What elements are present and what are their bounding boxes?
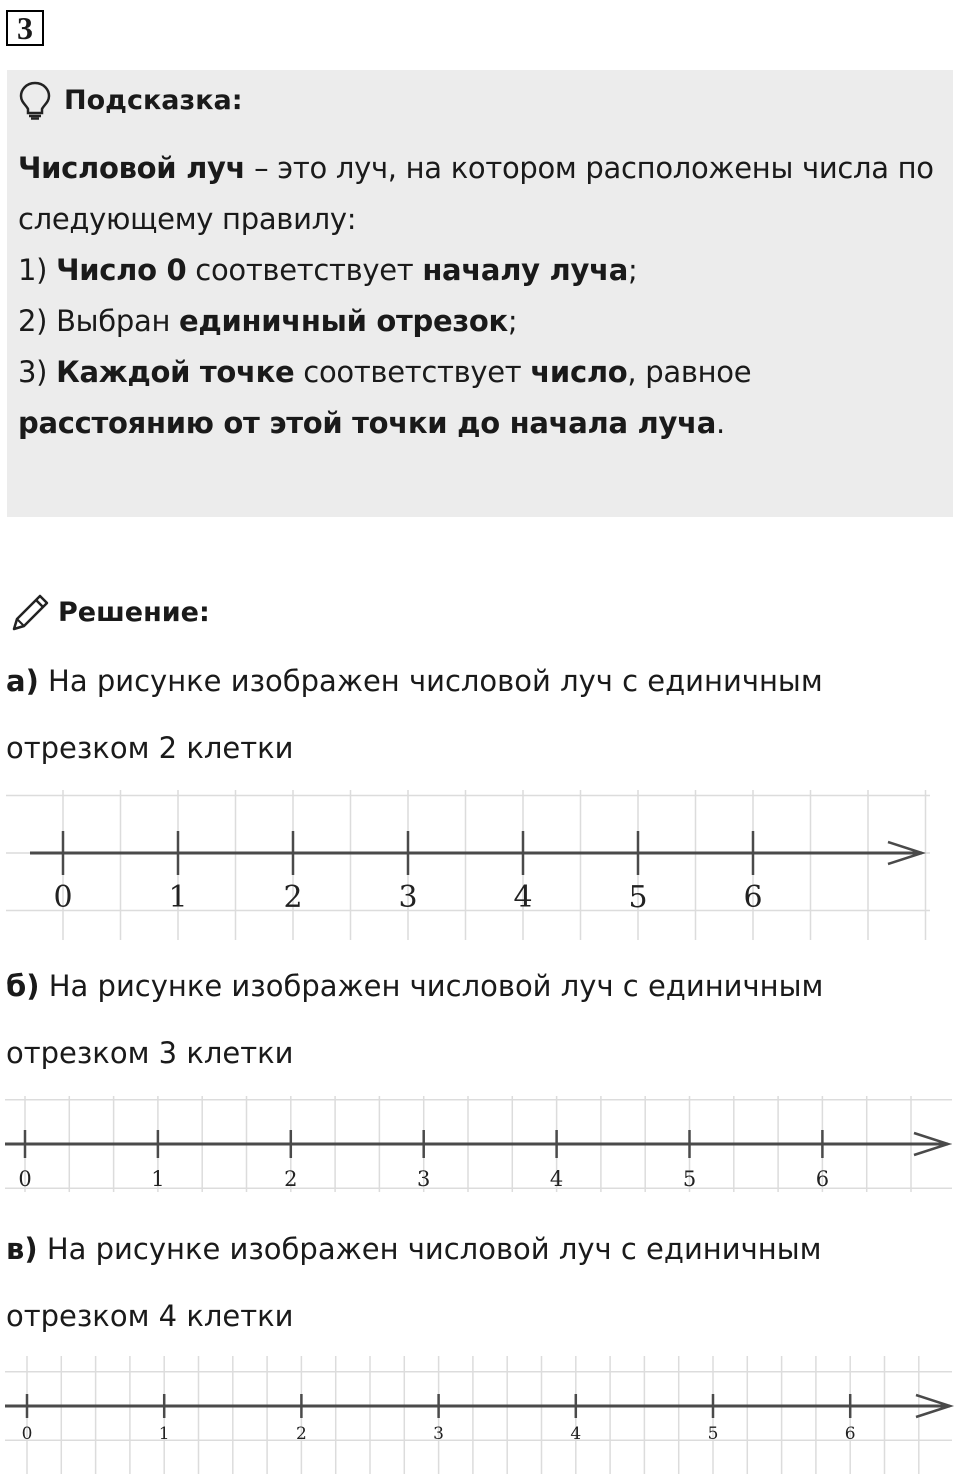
part-c-body: На рисунке изображен числовой луч с единичным отрезком 4 клетки <box>6 1232 822 1333</box>
tick-label: 5 <box>682 1167 697 1191</box>
solution-title: Решение: <box>58 596 210 628</box>
rule-3-num: 3) <box>18 355 57 389</box>
tick-label: 3 <box>417 1167 431 1191</box>
tick-label: 4 <box>570 1424 582 1444</box>
task-number: 3 <box>6 10 44 46</box>
number-line-a <box>0 790 960 940</box>
rule-2-num: 2) Выбран <box>18 304 180 338</box>
rule-3-t2: , равное <box>627 355 752 389</box>
pencil-icon <box>10 591 52 633</box>
rule-1-num: 1) <box>18 253 57 287</box>
tick-label: 1 <box>158 1424 170 1444</box>
part-b-body: На рисунке изображен числовой луч с единичным отрезком 3 клетки <box>6 969 824 1070</box>
tick-label: 0 <box>18 1167 32 1191</box>
rule-3-b3: расстоянию от этой точки до начала луча <box>18 406 716 440</box>
part-a-body: На рисунке изображен числовой луч с единичным отрезком 2 клетки <box>6 664 823 765</box>
number-line-c <box>0 1356 960 1474</box>
number-line-a-svg <box>0 790 960 940</box>
hint-text <box>18 143 943 449</box>
rule-2-t1: ; <box>507 304 518 338</box>
part-c-text <box>6 1216 946 1350</box>
number-line-c-svg <box>0 1356 960 1474</box>
tick-label: 2 <box>283 880 303 915</box>
tick-label: 6 <box>743 880 763 915</box>
grid <box>5 1356 952 1474</box>
tick-label: 4 <box>513 880 533 915</box>
rule-3-b1: Каждой точке <box>56 355 295 389</box>
solution-header <box>10 590 210 634</box>
rule-1-b2: началу луча <box>422 253 628 287</box>
rule-1 <box>18 245 943 296</box>
rule-3-b2: число <box>530 355 628 389</box>
rule-3-t3: . <box>715 406 725 440</box>
part-a-letter: а) <box>6 664 39 698</box>
rule-1-b1: Число 0 <box>56 253 187 287</box>
part-b-letter: б) <box>6 969 40 1003</box>
tick-label: 3 <box>433 1424 445 1444</box>
tick-label: 2 <box>284 1167 298 1191</box>
tick-label: 6 <box>815 1167 830 1191</box>
grid <box>6 790 930 940</box>
tick-label: 1 <box>168 880 188 915</box>
tick-label: 3 <box>398 880 418 915</box>
tick-label: 6 <box>844 1424 856 1444</box>
part-b-text <box>6 953 946 1087</box>
tick-label: 1 <box>151 1167 165 1191</box>
tick-label: 2 <box>295 1424 307 1444</box>
tick-label: 0 <box>53 880 73 915</box>
tick-label: 5 <box>707 1424 719 1444</box>
rule-1-t1: соответствует <box>186 253 423 287</box>
rule-3 <box>18 347 943 449</box>
hint-header <box>18 78 243 122</box>
hint-title: Подсказка: <box>64 84 243 116</box>
number-line-b <box>0 1096 960 1192</box>
tick-label: 4 <box>549 1167 564 1191</box>
tick-label: 5 <box>628 880 648 915</box>
definition-term: Числовой луч <box>18 151 246 185</box>
number-line-b-svg <box>0 1096 960 1192</box>
definition-rest: – это луч, на котором расположены числа по следующему правилу: <box>18 151 934 236</box>
rule-1-t2: ; <box>627 253 638 287</box>
rule-2 <box>18 296 943 347</box>
definition <box>18 143 943 245</box>
lightbulb-icon <box>18 80 52 120</box>
rule-2-b1: единичный отрезок <box>179 304 508 338</box>
tick-label: 0 <box>21 1424 33 1444</box>
rule-3-t1: соответствует <box>294 355 531 389</box>
part-a-text <box>6 648 946 782</box>
part-c-letter: в) <box>6 1232 38 1266</box>
